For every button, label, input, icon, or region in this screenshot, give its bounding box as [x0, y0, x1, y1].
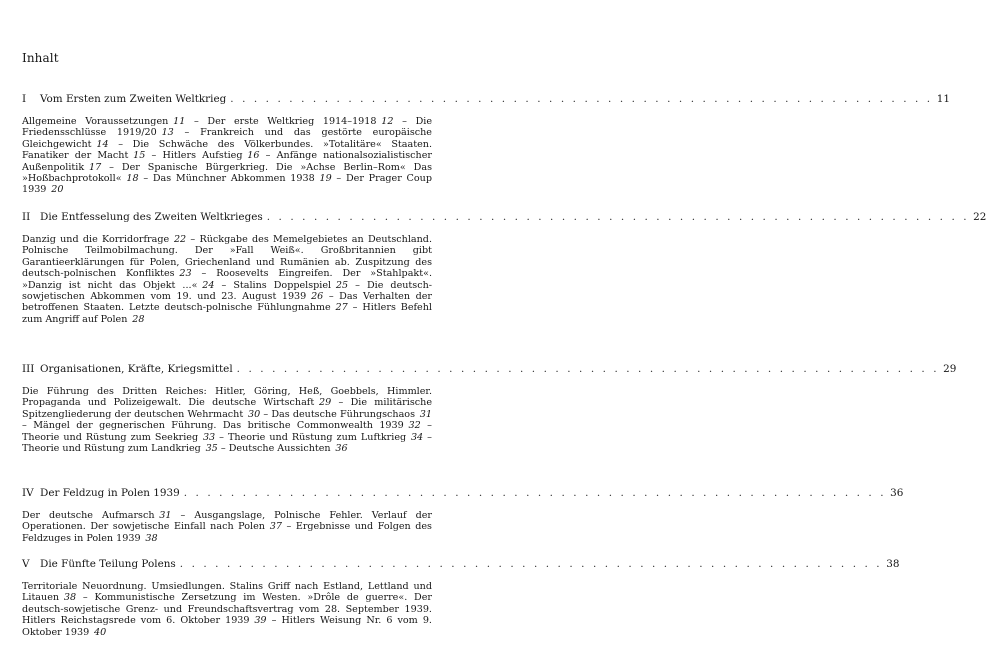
entry-page: 37 [269, 521, 282, 533]
chapter-heading [22, 211, 986, 224]
entry-text: Das Verhalten der betroffenen Staaten. Letzte deutsch-polnische Fühlungnahme [22, 291, 432, 314]
chapter-heading [22, 93, 950, 106]
entry-page: 27 [335, 302, 348, 314]
entry-text: Ausgangslage, Polnische Fehler. Verlauf der Operationen. Der sowjetische Einfall nach Polen [22, 510, 432, 533]
entry-page: 34 [410, 431, 424, 443]
chapter-page: 11 [936, 93, 950, 105]
chapter-page: 29 [943, 363, 957, 375]
chapter-number: I [22, 93, 27, 105]
entry-page: 25 [335, 279, 349, 291]
entry-page: 11 [173, 116, 186, 127]
entry-page: 31 [159, 510, 172, 521]
entry-page: 12 [381, 116, 394, 127]
entry-text: Mängel der gegnerischen Führung. Das britische Commonwealth 1939 [33, 420, 404, 432]
chapter-title: Vom Ersten zum Zweiten Weltkrieg [40, 93, 227, 105]
entry-page: 15 [133, 150, 146, 162]
entry-text: Deutsche Aussichten [228, 443, 331, 455]
chapter-summary: Der deutsche Aufmarsch 31 – Ausgangslage, Polnische Fehler. Verlauf der Operationen. Der sowjetische Einfall nach Polen 37 – Ergebnisse und Folgen des Feldzuges in Polen 1939 38 [22, 510, 432, 544]
chapter-title: Der Feldzug in Polen 1939 [40, 487, 180, 499]
entry-page: 35 [205, 443, 218, 455]
chapter-3 [22, 363, 957, 455]
chapter-number: IV [22, 487, 34, 499]
chapter-summary: Die Führung des Dritten Reiches: Hitler, Göring, Heß, Goebbels, Himmler. Propaganda und Polizeigewalt. Die deutsche Wirtschaft 29 – Die militärische Spitzengliederung der deutschen Wehrmacht 30 – Das deutsche Führungschaos 31 – Mängel der gegnerischen Führung. Das britische Commonwealth 1939 32 – Theorie und Rüstung zum Seekrieg 33 – Theorie und Rüstung zum Luftkrieg 34 – Theorie und Rüstung zum Landkrieg 35 – Deutsche Aussichten 36 [22, 386, 433, 455]
entry-page: 24 [202, 279, 215, 291]
entry-text: Die Führung des Dritten Reiches: Hitler, Göring, Heß, Goebbels, Himmler. Propaganda und Polizeigewalt. Die deutsche Wirtschaft [22, 386, 432, 409]
chapter-title: Die Fünfte Teilung Polens [40, 558, 176, 570]
chapter-summary: Allgemeine Voraussetzungen 11 – Der erste Weltkrieg 1914–1918 12 – Die Friedensschlüsse 1919/20 13 – Frankreich und das gestörte europäische Gleichgewicht 14 – Die Schwäche des Völkerbundes. »Totalitäre« Staaten. Fanatiker der Macht 15 – Hitlers Aufstieg 16 – Anfänge nationalsozialistischer Außenpolitik 17 – Der Spanische Bürgerkrieg. Die »Achse Berlin–Rom« Das »Hoßbachprotokoll« 18 – Das Münchner Abkommen 1938 19 – Der Prager Coup 1939 20 [22, 116, 433, 196]
entry-page: 39 [254, 615, 267, 627]
entry-page: 28 [132, 313, 145, 325]
entry-text: Hitlers Befehl zum Angriff auf Polen [22, 302, 432, 325]
entry-text: Allgemeine Voraussetzungen [22, 116, 169, 127]
entry-page: 33 [202, 431, 216, 443]
entry-page: 17 [88, 161, 102, 173]
entry-page: 22 [173, 234, 187, 245]
entry-page: 16 [247, 150, 260, 162]
dot-leader: . . . . . . . . . . . . . . . . . . . . . . . . . . . . . . . . . . . . . . . . . . . . . . . . . . . . . . . . . . . . [183, 487, 887, 499]
dot-leader: . . . . . . . . . . . . . . . . . . . . . . . . . . . . . . . . . . . . . . . . . . . . . . . . . . . . . . . . . . . . [236, 363, 940, 375]
entry-text: Der deutsche Aufmarsch [22, 510, 155, 521]
entry-text: Hitlers Weisung Nr. 6 vom 9. Oktober 1939 [22, 615, 432, 638]
entry-text: Das deutsche Führungschaos [271, 408, 415, 420]
entry-text: Theorie und Rüstung zum Luftkrieg [227, 431, 407, 443]
entry-page: 32 [408, 420, 421, 432]
chapter-number: V [22, 558, 30, 570]
chapter-2 [22, 211, 986, 325]
entry-page: 38 [145, 532, 158, 544]
entry-text: Theorie und Rüstung zum Landkrieg [22, 443, 201, 455]
entry-page: 13 [161, 127, 174, 139]
entry-text: Ergebnisse und Folgen des Feldzuges in Polen 1939 [22, 521, 432, 544]
entry-text: Der erste Weltkrieg 1914–1918 [207, 116, 377, 127]
chapter-page: 36 [890, 487, 904, 499]
entry-page: 23 [179, 268, 192, 280]
chapter-heading [22, 487, 904, 500]
chapter-page: 38 [886, 558, 900, 570]
entry-page: 40 [93, 626, 107, 638]
entry-text: Das Münchner Abkommen 1938 [152, 173, 315, 185]
entry-text: Die Friedensschlüsse 1919/20 [22, 116, 433, 139]
chapter-page: 22 [973, 211, 986, 223]
chapter-title: Organisationen, Kräfte, Kriegsmittel [40, 363, 233, 375]
dot-leader: . . . . . . . . . . . . . . . . . . . . . . . . . . . . . . . . . . . . . . . . . . . . . . . . . . . . . . . . . . . . [230, 93, 933, 105]
entry-text: Frankreich und das gestörte europäische Gleichgewicht [22, 127, 432, 150]
chapter-4 [22, 487, 904, 544]
entry-text: Territoriale Neuordnung. Umsiedlungen. Stalins Griff nach Estland, Lettland und Litauen [22, 581, 432, 604]
dot-leader: . . . . . . . . . . . . . . . . . . . . . . . . . . . . . . . . . . . . . . . . . . . . . . . . . . . . . . . . . . . . [179, 558, 883, 570]
chapter-summary: Territoriale Neuordnung. Umsiedlungen. Stalins Griff nach Estland, Lettland und Litauen 38 – Kommunistische Zersetzung im Westen. »Drôle de guerre«. Der deutsch-sowjetische Grenz- und Freundschaftsvertrag vom 28. September 1939. Hitlers Reichstagsrede vom 6. Oktober 1939 39 – Hitlers Weisung Nr. 6 vom 9. Oktober 1939 40 [22, 581, 432, 638]
entry-page: 36 [335, 443, 348, 455]
entry-text: Der Spanische Bürgerkrieg. Die »Achse Berlin–Rom« Das »Hoßbachprotokoll« [22, 161, 432, 185]
entry-text: Hitlers Aufstieg [162, 150, 243, 162]
chapter-1 [22, 93, 950, 196]
entry-text: Danzig und die Korridorfrage [22, 234, 170, 245]
dot-leader: . . . . . . . . . . . . . . . . . . . . . . . . . . . . . . . . . . . . . . . . . . . . . . . . . . . . . . . . . . . . [266, 211, 970, 223]
chapter-number: III [22, 363, 35, 375]
page-heading: Inhalt [22, 51, 59, 65]
entry-page: 14 [96, 138, 109, 150]
chapter-heading [22, 363, 957, 376]
entry-text: Roosevelts Eingreifen. Der »Stahlpakt«. »Danzig ist nicht das Objekt ...« [22, 268, 432, 291]
chapter-title: Die Entfesselung des Zweiten Weltkrieges [40, 211, 263, 223]
entry-page: 20 [51, 184, 64, 196]
entry-text: Rückgabe des Memelgebietes an Deutschland. Polnische Teilmobilmachung. Der »Fall Weiß«. Großbritannien gibt Garantieerklärungen für Polen, Griechenland und Rumänien ab. Zuspitzung des deutsch-polnischen Konfliktes [22, 234, 432, 280]
chapter-summary: Danzig und die Korridorfrage 22 – Rückgabe des Memelgebietes an Deutschland. Polnische Teilmobilmachung. Der »Fall Weiß«. Großbritannien gibt Garantieerklärungen für Polen, Griechenland und Rumänien ab. Zuspitzung des deutsch-polnischen Konfliktes 23 – Roosevelts Eingreifen. Der »Stahlpakt«. »Danzig ist nicht das Objekt ...« 24 – Stalins Doppelspiel 25 – Die deutsch-sowjetischen Abkommen vom 19. und 23. August 1939 26 – Das Verhalten der betroffenen Staaten. Letzte deutsch-polnische Fühlungnahme 27 – Hitlers Befehl zum Angriff auf Polen 28 [22, 234, 432, 325]
entry-page: 31 [419, 408, 433, 420]
entry-text: Der Prager Coup 1939 [22, 173, 432, 196]
entry-page: 18 [126, 173, 139, 185]
entry-page: 19 [319, 173, 332, 185]
entry-text: Anfänge nationalsozialistischer Außenpolitik [22, 150, 432, 173]
chapter-5 [22, 558, 900, 638]
entry-text: Stalins Doppelspiel [233, 279, 332, 291]
entry-page: 38 [63, 592, 77, 604]
chapter-heading [22, 558, 900, 571]
entry-text: Theorie und Rüstung zum Seekrieg [22, 431, 199, 443]
entry-text: Kommunistische Zersetzung im Westen. »Drôle de guerre«. Der deutsch-sowjetische Grenz- und Freundschaftsvertrag vom 28. September 1939. Hitlers Reichstagsrede vom 6. Oktober 1939 [22, 592, 432, 627]
chapter-number: II [22, 211, 31, 223]
entry-page: 30 [248, 408, 261, 420]
entry-text: Die deutsch-sowjetischen Abkommen vom 19. und 23. August 1939 [22, 279, 432, 303]
entry-page: 26 [311, 291, 324, 303]
entry-page: 29 [319, 397, 332, 409]
entry-text: Die Schwäche des Völkerbundes. »Totalitäre« Staaten. Fanatiker der Macht [22, 138, 432, 162]
entry-text: Die militärische Spitzengliederung der deutschen Wehrmacht [22, 397, 432, 420]
